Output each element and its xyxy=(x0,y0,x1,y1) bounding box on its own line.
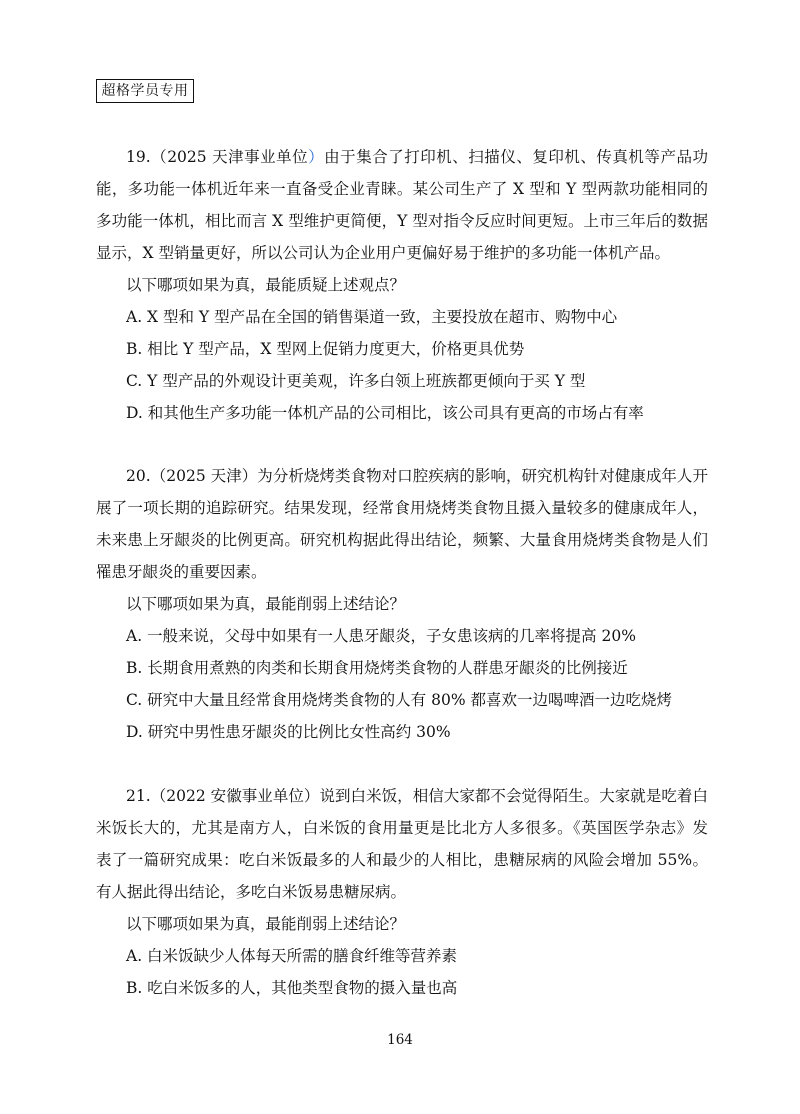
question-prompt: 以下哪项如果为真，最能质疑上述观点？ xyxy=(126,276,406,294)
question-stem-text: 由于集合了打印机、扫描仪、复印机、传真机等产品功能，多功能一体机近年来一直备受企业青睐。某公司生产了 X 型和 Y 型两款功能相同的多功能一体机，相比而言 X 型维护更简便，Y 型对指令反应时间更短。上市三年后的数据显示，X 型销量更好，所以公司认为企业用户更偏好易于维护的多功能一体机产品。 xyxy=(96,148,708,262)
option-a: A. 一般来说，父母中如果有一人患牙龈炎，子女患该病的几率将提高 20% xyxy=(126,627,636,645)
source-paren-open: （ xyxy=(150,787,167,805)
question-stem xyxy=(96,141,708,269)
question-prompt: 以下哪项如果为真，最能削弱上述结论？ xyxy=(126,595,406,613)
student-only-badge: 超格学员专用 xyxy=(96,79,194,103)
question-21 xyxy=(96,780,708,1004)
question-19 xyxy=(96,141,708,429)
option-d: D. 和其他生产多功能一体机产品的公司相比，该公司具有更高的市场占有率 xyxy=(126,404,644,422)
question-stem-text: 说到白米饭，相信大家都不会觉得陌生。大家就是吃着白米饭长大的，尤其是南方人，白米饭的食用量更是比北方人多很多。《英国医学杂志》发表了一篇研究成果：吃白米饭最多的人和最少的人相比，患糖尿病的风险会增加 55%。有人据此得出结论，多吃白米饭易患糖尿病。 xyxy=(96,787,708,901)
source-paren-close: ） xyxy=(308,148,325,166)
question-number: 20. xyxy=(126,467,151,485)
option-a: A. X 型和 Y 型产品在全国的销售渠道一致，主要投放在超市、购物中心 xyxy=(126,308,618,326)
source-paren-open: （ xyxy=(150,148,168,166)
question-stem xyxy=(96,460,708,588)
question-prompt: 以下哪项如果为真，最能削弱上述结论？ xyxy=(126,915,406,933)
option-b: B. 吃白米饭多的人，其他类型食物的摄入量也高 xyxy=(126,979,458,997)
option-b: B. 相比 Y 型产品，X 型网上促销力度更大，价格更具优势 xyxy=(126,340,525,358)
source-paren-close: ） xyxy=(303,787,320,805)
page-number: 164 xyxy=(387,1032,413,1048)
question-20 xyxy=(96,460,708,748)
option-d: D. 研究中男性患牙龈炎的比例比女性高约 30% xyxy=(126,723,451,741)
question-source: 2022 安徽事业单位 xyxy=(166,787,304,805)
option-a: A. 白米饭缺少人体每天所需的膳食纤维等营养素 xyxy=(126,947,458,965)
source-paren-open: （ xyxy=(150,467,167,485)
question-number: 21. xyxy=(126,787,151,805)
option-c: C. 研究中大量且经常食用烧烤类食物的人有 80% 都喜欢一边喝啤酒一边吃烧烤 xyxy=(126,691,672,709)
option-c: C. Y 型产品的外观设计更美观，许多白领上班族都更倾向于买 Y 型 xyxy=(126,372,586,390)
question-source: 2025 天津事业单位 xyxy=(167,148,309,166)
source-paren-close: ） xyxy=(241,467,258,485)
question-stem xyxy=(96,780,708,908)
question-source: 2025 天津 xyxy=(166,467,242,485)
question-stem-text: 为分析烧烤类食物对口腔疾病的影响，研究机构针对健康成年人开展了一项长期的追踪研究。结果发现，经常食用烧烤类食物且摄入量较多的健康成年人，未来患上牙龈炎的比例更高。研究机构据此得出结论，频繁、大量食用烧烤类食物是人们罹患牙龈炎的重要因素。 xyxy=(96,467,708,581)
question-number: 19. xyxy=(126,148,151,166)
option-b: B. 长期食用煮熟的肉类和长期食用烧烤类食物的人群患牙龈炎的比例接近 xyxy=(126,659,628,677)
